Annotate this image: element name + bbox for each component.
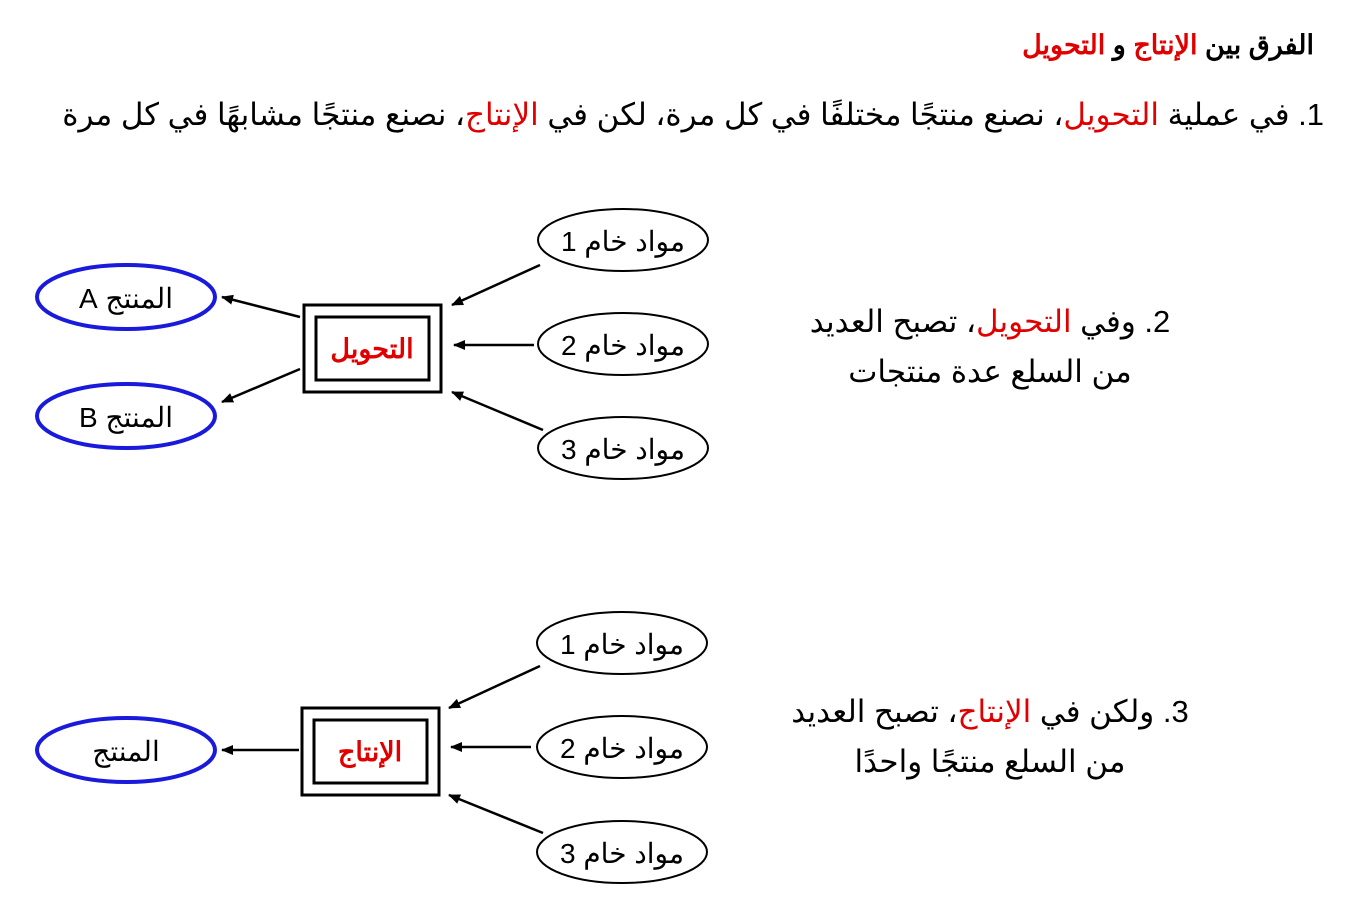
- arrow-output-b: [222, 369, 300, 402]
- arrow-output-a: [222, 297, 300, 317]
- title-transformation: التحويل: [1022, 30, 1106, 60]
- point-3-text-a: 3. ولكن في: [1031, 694, 1189, 729]
- raw-material-2-label: مواد خام 2: [560, 330, 686, 361]
- point-1-text-c: ، نصنع منتجًا مشابهًا في كل مرة: [62, 97, 465, 132]
- point-2-text-a: 2. وفي: [1071, 304, 1171, 339]
- point-1-transformation: التحويل: [1063, 97, 1159, 132]
- point-1-text-a: في عملية: [1158, 97, 1299, 132]
- title-production: الإنتاج: [1133, 30, 1198, 60]
- raw-material-3-label: مواد خام 3: [559, 838, 685, 869]
- point-3-text-b: ، تصبح العديد: [791, 694, 958, 729]
- point-3-production: الإنتاج: [957, 694, 1032, 729]
- point-2-line-2: من السلع عدة منتجات: [848, 354, 1132, 389]
- arrow-input-3: [449, 795, 543, 833]
- raw-material-1-label: مواد خام 1: [560, 226, 686, 257]
- point-3-line-2: من السلع منتجًا واحدًا: [854, 744, 1126, 779]
- product-label: المنتج: [92, 736, 160, 767]
- arrow-input-3: [452, 392, 543, 430]
- production-diagram: [37, 612, 707, 883]
- point-2-transformation: التحويل: [976, 304, 1072, 339]
- point-2-text-b: ، تصبح العديد: [809, 304, 977, 339]
- product-node: [37, 718, 215, 782]
- arrow-input-1: [449, 666, 540, 708]
- point-1-production: الإنتاج: [465, 97, 539, 132]
- title-part1: الفرق بين: [1197, 30, 1314, 60]
- transformation-box-label: التحويل: [330, 334, 414, 364]
- product-b-node: [37, 384, 215, 448]
- production-box: [302, 708, 439, 795]
- point-1-text-b: ، نصنع منتجًا مختلفًا في كل مرة، لكن في: [538, 97, 1064, 132]
- raw-material-3-label: مواد خام 3: [560, 434, 686, 465]
- raw-material-1-label: مواد خام 1: [559, 629, 685, 660]
- raw-material-2-node: [538, 313, 708, 375]
- raw-material-1-node: [537, 612, 707, 674]
- transformation-diagram: [37, 209, 708, 479]
- raw-material-1-node: [538, 209, 708, 271]
- transformation-box: [304, 305, 441, 392]
- point-1-number: 1.: [1298, 97, 1324, 132]
- raw-material-2-label: مواد خام 2: [559, 733, 685, 764]
- title-and: و: [1105, 30, 1134, 60]
- production-box-label: الإنتاج: [337, 737, 403, 767]
- product-b-label: المنتج B: [79, 402, 173, 433]
- raw-material-3-node: [537, 821, 707, 883]
- arrow-input-1: [452, 265, 540, 305]
- raw-material-3-node: [538, 417, 708, 479]
- raw-material-2-node: [537, 716, 707, 778]
- product-a-label: المنتج A: [79, 283, 173, 314]
- product-a-node: [37, 265, 215, 329]
